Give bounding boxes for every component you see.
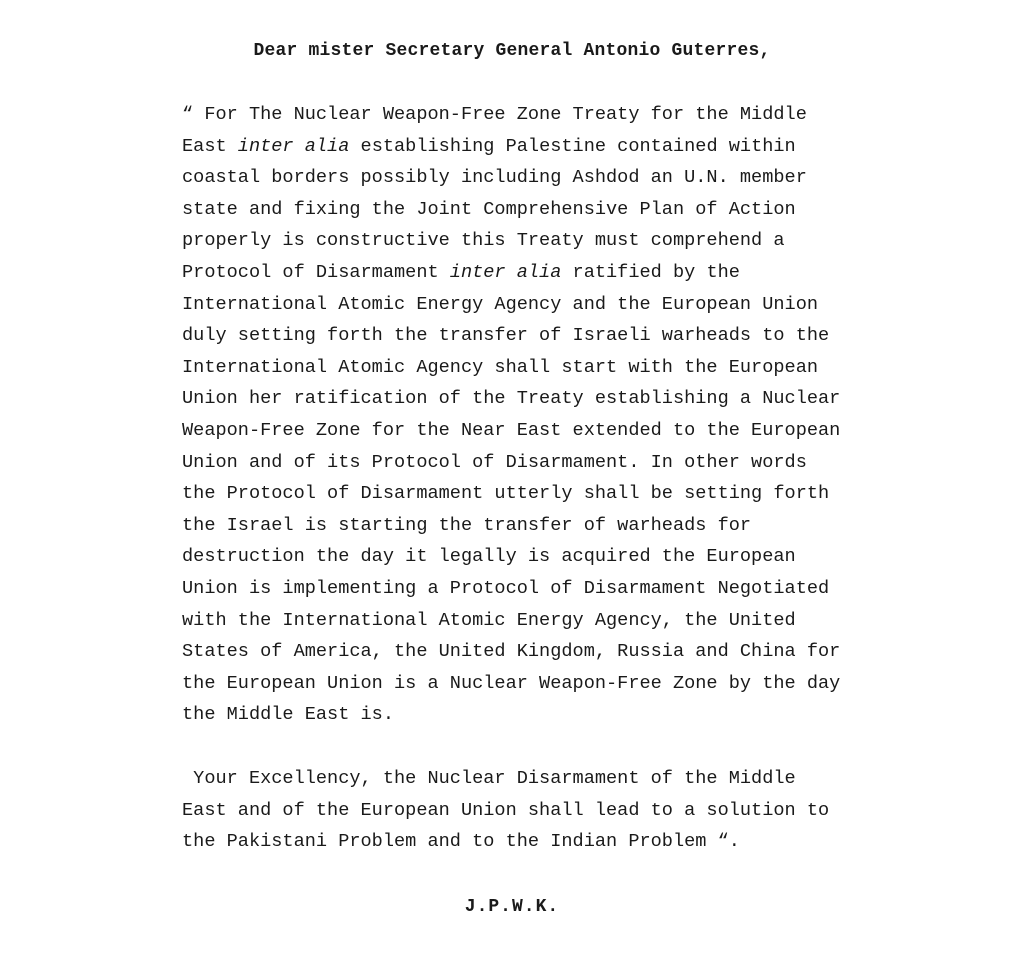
text-line [182,763,829,795]
text-segment: East [182,135,238,157]
text-line [182,605,840,637]
text-segment: the Israel is starting the transfer of warheads for [182,514,752,536]
text-line [182,478,840,510]
text-line [182,699,840,731]
text-segment: the European Union is a Nuclear Weapon-Free Zone by the day [182,672,841,694]
text-line [182,194,840,226]
text-line [182,99,840,131]
text-segment: the Protocol of Disarmament utterly shall be setting forth [182,483,830,505]
letter-salutation: Dear mister Secretary General Antonio Guterres, [253,41,771,61]
text-segment: Weapon-Free Zone for the Near East extended to the European [182,419,841,441]
text-segment: Union and of its Protocol of Disarmament. In other words [182,451,807,473]
text-line [182,415,840,447]
text-segment: the Middle East is. [182,704,395,726]
text-segment: Union is implementing a Protocol of Disarmament Negotiated [182,577,830,599]
text-segment: ratified by the [561,261,740,283]
letter-signature: J.P.W.K. [464,897,560,917]
text-line [182,668,840,700]
text-segment: destruction the day it legally is acquired the European [182,546,796,568]
italic-phrase: inter alia [237,135,350,157]
text-segment: Union her ratification of the Treaty establishing a Nuclear [182,388,841,410]
text-line [182,826,829,858]
text-line [182,636,840,668]
text-segment: International Atomic Energy Agency and the European Union [182,293,819,315]
text-line [182,541,840,573]
text-segment: East and of the European Union shall lead to a solution to [182,799,830,821]
text-segment: establishing Palestine contained within [349,135,796,157]
letter-paragraph-2 [182,763,829,858]
text-line [182,383,840,415]
text-segment: International Atomic Agency shall start with the European [182,356,819,378]
text-segment: state and fixing the Joint Comprehensive Plan of Action [182,198,796,220]
text-line [182,795,829,827]
text-segment: the Pakistani Problem and to the Indian Problem “. [182,831,740,853]
text-segment: with the International Atomic Energy Agency, the United [182,609,796,631]
text-line [182,131,840,163]
text-segment: Protocol of Disarmament [182,261,450,283]
text-segment: States of America, the United Kingdom, Russia and China for [182,641,841,663]
text-segment: coastal borders possibly including Ashdod an U.N. member [182,167,807,189]
italic-phrase: inter alia [449,261,562,283]
letter-paragraph-1 [182,99,840,731]
text-line [182,289,840,321]
text-line [182,320,840,352]
text-segment: “ For The Nuclear Weapon-Free Zone Treaty for the Middle [182,104,807,125]
text-line [182,162,840,194]
text-line [182,352,840,384]
text-line [182,573,840,605]
text-line [182,257,840,289]
text-segment: Your Excellency, the Nuclear Disarmament of the Middle [182,768,796,789]
text-line [182,510,840,542]
text-segment: properly is constructive this Treaty must comprehend a [182,230,785,252]
text-line [182,225,840,257]
text-line [182,447,840,479]
text-segment: duly setting forth the transfer of Israeli warheads to the [182,325,830,347]
